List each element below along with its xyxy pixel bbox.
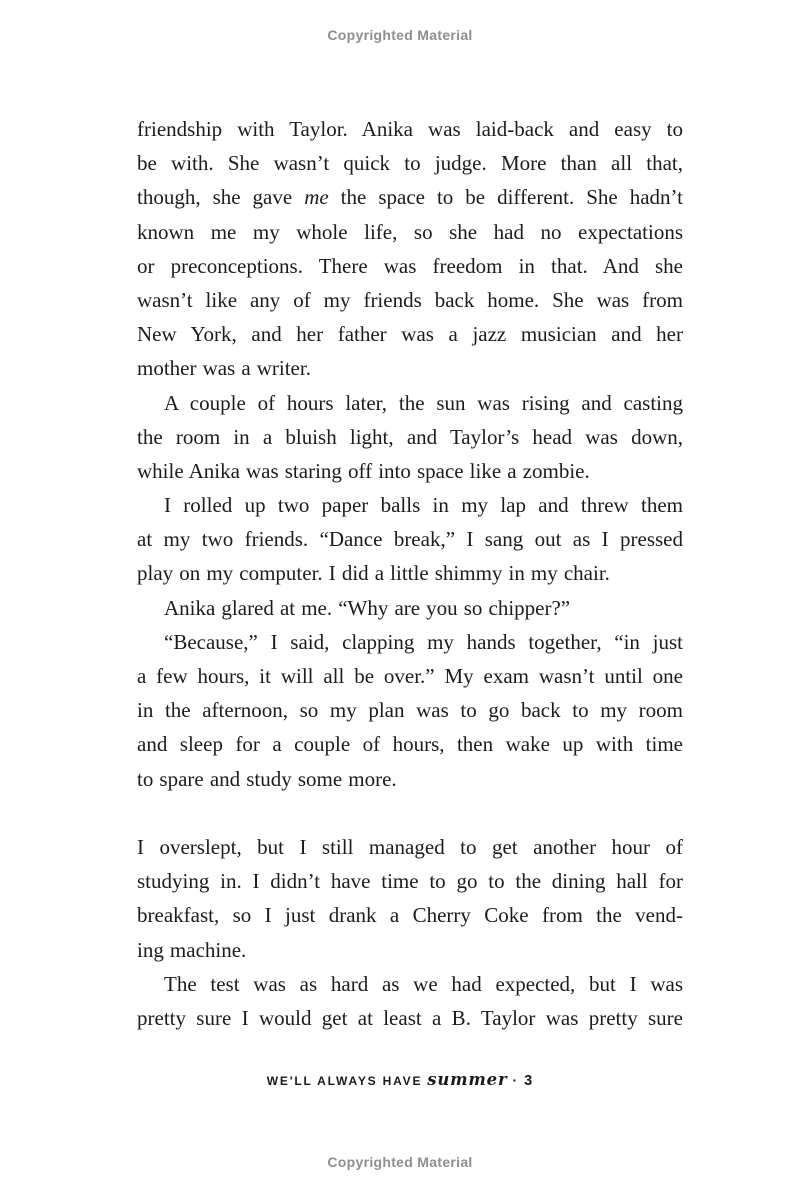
text-line: I overslept, but I still managed to get another hour of (137, 834, 683, 859)
text-line: the room in a bluish light, and Taylor’s head was down, (137, 424, 683, 449)
body-text (137, 112, 683, 1035)
section-break (137, 796, 683, 830)
text-line: ing machine. (137, 937, 247, 962)
page-footer (0, 1070, 800, 1090)
text-line: breakfast, so I just drank a Cherry Coke from the vend- (137, 903, 683, 928)
text-line: A couple of hours later, the sun was rising and casting (164, 390, 683, 415)
copyright-notice-top: Copyrighted Material (327, 27, 473, 43)
text-line: “Because,” I said, clapping my hands together, “in just (164, 629, 683, 654)
footer-book-title-script: summer (427, 1070, 508, 1089)
text-line: The test was as hard as we had expected, but I was (164, 971, 683, 996)
text-line: while Anika was staring off into space like a zombie. (137, 458, 590, 483)
text-line: at my two friends. “Dance break,” I sang out as I pressed (137, 527, 683, 552)
text-line: known me my whole life, so she had no expectations (137, 219, 683, 244)
text-line: friendship with Taylor. Anika was laid-back and easy to (137, 117, 683, 141)
text-line: though, she gave me the space to be different. She hadn’t (137, 185, 683, 210)
text-line: to spare and study some more. (137, 766, 397, 791)
footer-page-number: 3 (524, 1073, 534, 1089)
text-line: wasn’t like any of my friends back home. She was from (137, 287, 683, 312)
text-line: and sleep for a couple of hours, then wake up with time (137, 732, 683, 757)
footer-separator: · (512, 1072, 518, 1088)
text-line: Anika glared at me. “Why are you so chipper?” (164, 595, 571, 620)
text-line: be with. She wasn’t quick to judge. More than all that, (137, 151, 683, 176)
text-line: New York, and her father was a jazz musician and her (137, 322, 683, 347)
footer-book-title-caps: WE'LL ALWAYS HAVE (266, 1074, 423, 1088)
text-line: I rolled up two paper balls in my lap and threw them (164, 493, 683, 518)
text-line: mother was a writer. (137, 356, 311, 381)
text-line: a few hours, it will all be over.” My exam wasn’t until one (137, 664, 683, 688)
text-line: pretty sure I would get at least a B. Taylor was pretty sure (137, 1005, 683, 1030)
text-line: in the afternoon, so my plan was to go back to my room (137, 698, 683, 723)
copyright-notice-bottom: Copyrighted Material (327, 1154, 473, 1170)
text-line: play on my computer. I did a little shimmy in my chair. (137, 561, 610, 586)
text-line: or preconceptions. There was freedom in that. And she (137, 253, 683, 278)
text-line: studying in. I didn’t have time to go to the dining hall for (137, 869, 683, 894)
